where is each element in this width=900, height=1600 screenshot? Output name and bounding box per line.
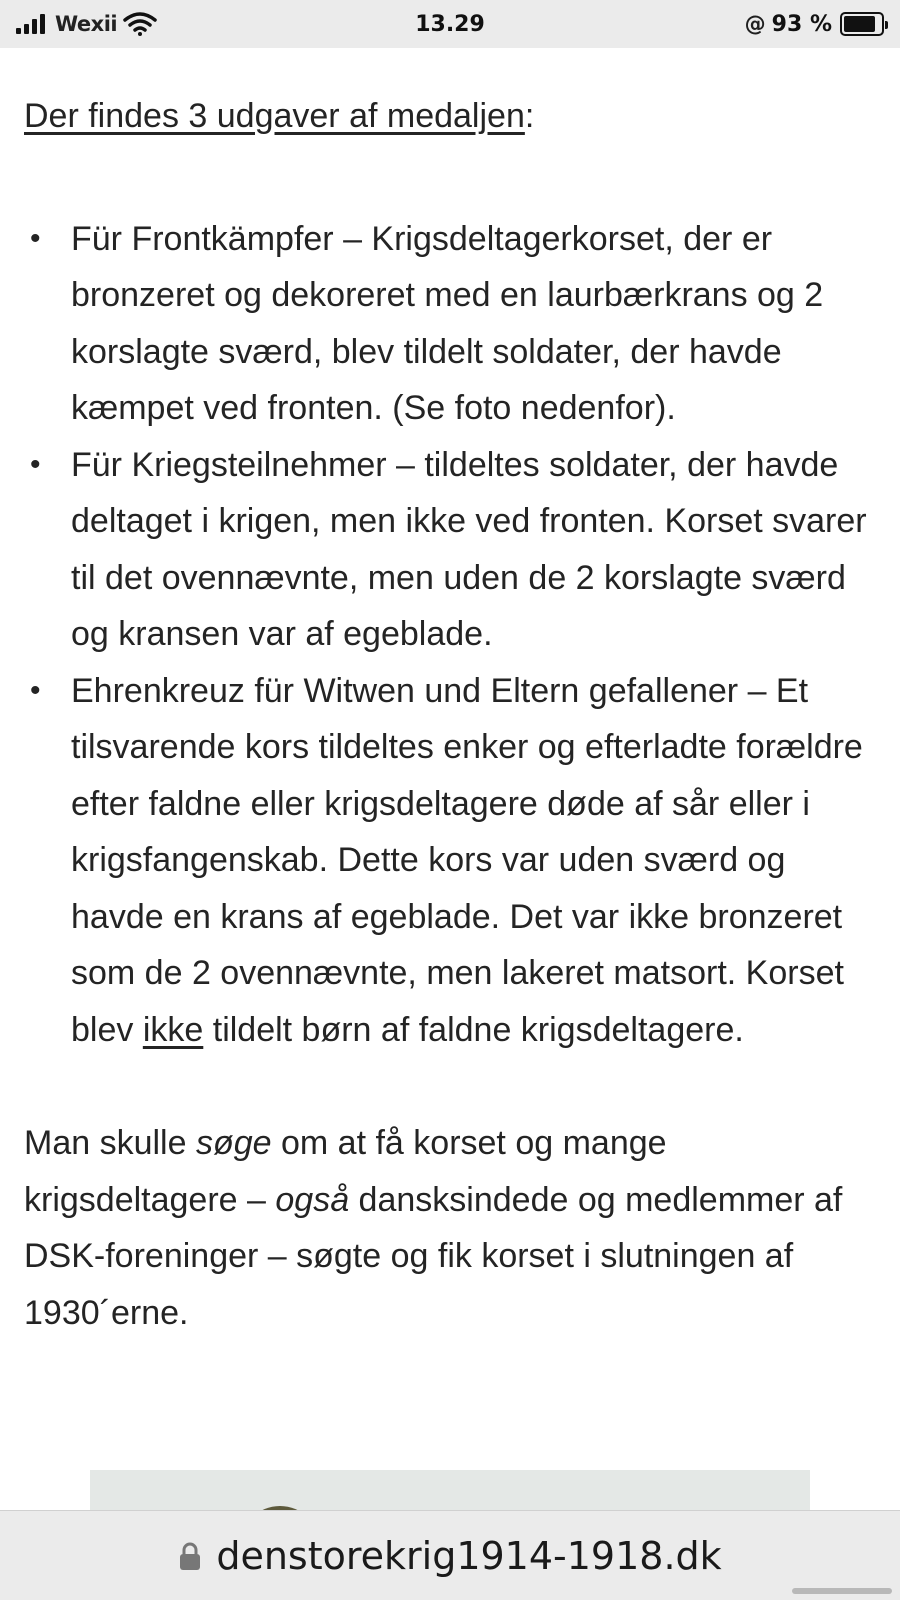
bullet-icon: • <box>30 673 41 707</box>
bullet-icon: • <box>30 221 41 255</box>
intro-link-text[interactable]: Der findes 3 udgaver af medaljen <box>24 97 525 135</box>
rotation-lock-icon: @ <box>744 12 766 36</box>
closing-paragraph <box>24 1115 874 1341</box>
intro-colon: : <box>524 97 535 135</box>
editions-list <box>24 211 874 1059</box>
carrier-name: Wexii <box>55 12 118 36</box>
home-indicator[interactable] <box>792 1588 892 1594</box>
list-item-text: Für Kriegsteilnehmer – tildeltes soldater, der havde deltaget i krigen, men ikke ved fronten. Korset svarer til det ovennævnte, men uden de 2 korslagte sværd og kransen var af egeblade. <box>71 445 867 653</box>
paragraph-italic-text: også <box>275 1180 350 1219</box>
intro-heading <box>24 88 874 145</box>
wifi-icon <box>123 12 157 36</box>
status-right <box>745 12 884 37</box>
battery-percentage: 93 % <box>771 11 832 37</box>
url-bar[interactable] <box>0 1510 900 1600</box>
status-left <box>16 12 157 36</box>
list-item <box>24 437 874 663</box>
list-item <box>24 663 874 1059</box>
bullet-icon: • <box>30 447 41 481</box>
padlock-icon <box>178 1541 202 1571</box>
list-item-underlined-text: ikke <box>142 1010 204 1049</box>
status-bar <box>0 0 900 48</box>
paragraph-italic-text: søge <box>195 1124 272 1162</box>
battery-icon <box>840 12 884 36</box>
battery-level-fill <box>844 16 875 32</box>
paragraph-text: dansksindede og medlemmer af DSK-foreninger – søgte og fik korset i slutningen af 1930´erne. <box>24 1180 843 1332</box>
list-item-text: Für Frontkämpfer – Krigsdeltagerkorset, der er bronzeret og dekoreret med en laurbærkrans og 2 korslagte sværd, blev tildelt soldater, der havde kæmpet ved fronten. (Se foto nedenfor). <box>71 219 824 427</box>
list-item-text-after: tildelt børn af faldne krigsdeltagere. <box>203 1010 744 1049</box>
list-item <box>24 211 874 437</box>
list-item-text-before: Ehrenkreuz für Witwen und Eltern gefallener – Et tilsvarende kors tildeltes enker og efterladte forældre efter faldne eller krigsdeltagere døde af sår eller i krigsfangenskab. Dette kors var uden sværd og havde en krans af egeblade. Det var ikke bronzeret som de 2 ovennævnte, men lakeret matsort. Korset blev <box>71 671 863 1049</box>
cellular-signal-icon <box>16 14 45 34</box>
paragraph-text: Man skulle <box>24 1124 196 1162</box>
url-text[interactable]: denstorekrig1914-1918.dk <box>216 1533 722 1578</box>
clock-time: 13.29 <box>415 11 485 37</box>
paragraph-text: om at få korset og mange krigsdeltagere – <box>24 1124 667 1219</box>
article-content <box>24 48 874 1341</box>
